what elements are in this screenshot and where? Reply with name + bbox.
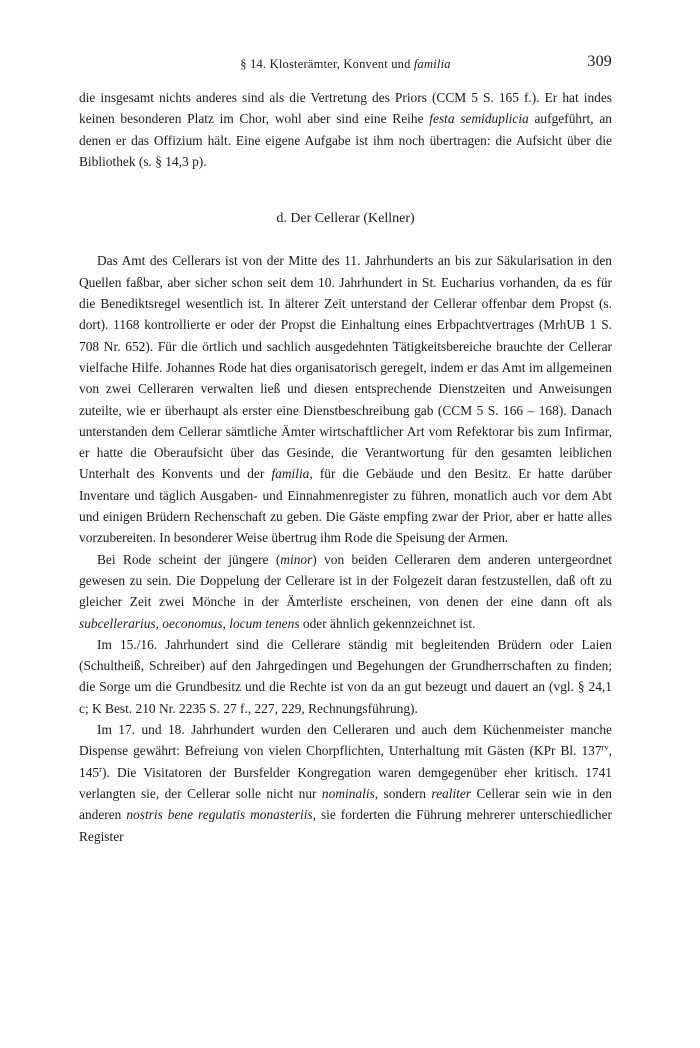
text-run: Cellerar sein wie in den anderen — [79, 785, 613, 823]
section-heading: d. Der Cellerar (Kellner) — [276, 211, 415, 227]
text-run: ). Die Visitatoren der Bursfelder Kongregation waren demgegenüber eher kritisch. 1741 verlangten sie, der Cellerar solle nicht nur — [79, 764, 612, 801]
text-run: sie forderten die Führung mehrerer unterschiedlicher Register — [79, 807, 612, 844]
text-run: Im 15./16. Jahrhundert sind die Cellerare ständig mit begleitenden Brüdern oder Laien (Schultheiß, Schreiber) auf den Jahrgedingen und Begehungen der Grundherrschaften zu finden; die Sorge um die Grundbesitz und die Rechte ist von da an gut bezeugt und dauert an (vgl. § 24,1 c; K Best. 210 Nr. 2235 S. 27 f., 227, 229, Rechnungsführung). — [79, 636, 612, 716]
italic-term: nostris bene regulatis monasteriis, — [126, 807, 316, 823]
text-run: die insgesamt nichts anderes sind als die Vertretung des Priors (CCM 5 S. 165 f.). Er hat indes keinen besonderen Platz im Chor, wohl aber sind eine Reihe — [79, 90, 612, 127]
superscript: rv — [601, 742, 609, 753]
running-header — [79, 54, 612, 74]
paragraph-2 — [79, 250, 612, 548]
text-run: Im 17. und 18. Jahrhundert wurden den Celleraren und auch dem Küchenmeister manche Dispense gewährt: Befreiung von vielen Chorpflichten, Unterhaltung mit Gästen (KPr Bl. 137 — [79, 722, 612, 759]
italic-term: festa semiduplicia — [429, 111, 529, 127]
page-number: 309 — [587, 53, 612, 70]
text-run: , 145 — [79, 743, 612, 780]
body-text — [79, 87, 612, 847]
running-title — [79, 57, 612, 72]
italic-term: minor — [280, 551, 313, 567]
italic-term: nominalis, — [321, 785, 379, 801]
paragraph-4 — [79, 634, 612, 719]
text-run: sondern — [378, 785, 432, 801]
text-run: ) von beiden Celleraren dem anderen untergeordnet gewesen zu sein. Die Doppelung der Cellerare ist in der Folgezeit daran festzustellen, daß oft zu gleicher Zeit zwei Mönche in der Ämterliste erscheinen, von denen der eine dann oft als — [79, 551, 612, 610]
italic-term: subcellerarius, oeconomus, locum tenens — [79, 615, 300, 631]
running-title-text: § 14. Klosterämter, Konvent und — [240, 57, 414, 71]
paragraph-3 — [79, 549, 612, 634]
paragraph-1 — [79, 87, 612, 172]
superscript: r — [99, 763, 102, 774]
text-run: Bei Rode scheint der jüngere ( — [97, 551, 281, 567]
text-run: oder ähnlich gekennzeichnet ist. — [299, 615, 476, 631]
text-run: für die Gebäude und den Besitz. Er hatte darüber Inventare und täglich Ausgaben- und Einnahmenregister zu führen, monatlich auch vor dem Abt und einigen Brüdern Rechenschaft zu geben. Die Gäste empfing zwar der Prior, aber er hatte alles vorzubereiten. In besonderer Weise übertrug ihm Rode die Speisung der Armen. — [79, 466, 612, 546]
italic-term: realiter — [431, 785, 472, 801]
text-run: aufgeführt, an denen er das Offizium hält. Eine eigene Aufgabe ist ihm noch übertragen: die Aufsicht über die Bibliothek (s. § 14,3 p). — [79, 111, 612, 169]
text-run: Das Amt des Cellerars ist von der Mitte des 11. Jahrhunderts an bis zur Säkularisation in den Quellen faßbar, aber sicher schon seit dem 10. Jahrhundert in St. Eucharius vorhanden, da es für die Benediktsregel wesentlich ist. In älterer Zeit unterstand der Cellerar offenbar dem Propst (s. dort). 1168 kontrollierte er oder der Propst die Einhaltung eines Erbpachtvertrages (MrhUB 1 S. 708 Nr. 652). Für die örtlich und sachlich ausgedehnten Tätigkeitsbereiche brauchte der Cellerar vielfache Hilfe. Johannes Rode hat dies organisatorisch geregelt, indem er das Amt im allgemeinen von zwei Celleraren verwalten ließ und diesen entsprechende Dienstzeiten und Anweisungen zuteilte, wie er überhaupt als erster eine Dienstbeschreibung gab (CCM 5 S. 166 – 168). Danach unterstanden dem Cellerar sämtliche Ämter wirtschaftlicher Art vom Refektorar bis zum Infirmar, er hatte die Oberaufsicht über das Gesinde, die Verantwortung für den gesamten leiblichen Unterhalt des Konvents und der — [79, 253, 612, 482]
italic-term: familia, — [271, 466, 313, 482]
paragraph-5 — [79, 719, 612, 847]
running-title-italic: familia — [413, 57, 451, 71]
